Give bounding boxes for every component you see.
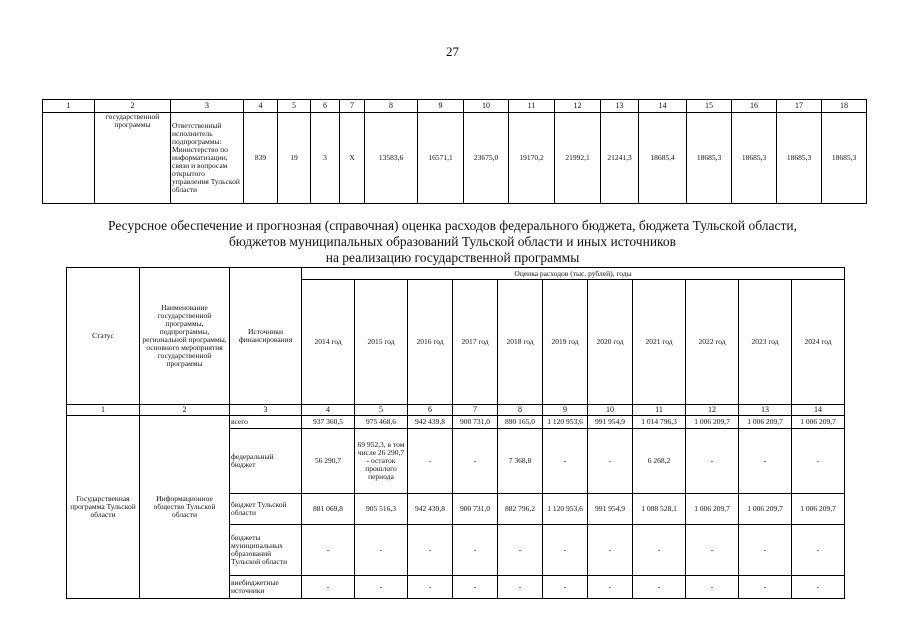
top-cell: 3 [311, 113, 340, 204]
main-header-row-1 [67, 268, 845, 280]
value-cell: - [408, 576, 453, 599]
value-cell: - [588, 429, 633, 494]
top-header-cell: 9 [418, 100, 464, 113]
value-cell: 1 008 528,1 [633, 494, 686, 525]
top-header-cell: 3 [171, 100, 244, 113]
number-cell: 11 [633, 405, 686, 416]
top-cell: 839 [244, 113, 278, 204]
number-cell: 10 [588, 405, 633, 416]
value-cell: - [453, 576, 498, 599]
year-cell: 2021 год [633, 280, 686, 405]
number-cell: 14 [792, 405, 845, 416]
value-cell: 1 006 209,7 [686, 416, 739, 429]
program-name-cell: Информационное общество Тульской области [140, 416, 230, 599]
top-cell: 19 [278, 113, 311, 204]
value-cell: - [792, 429, 845, 494]
value-cell: - [498, 525, 543, 576]
heading-line-2: бюджетов муниципальных образований Тульской области и иных источников [228, 234, 677, 249]
value-cell: 942 439,8 [408, 494, 453, 525]
value-cell: 991 954,9 [588, 494, 633, 525]
value-cell: - [588, 576, 633, 599]
number-cell: 8 [498, 405, 543, 416]
top-cell: 18685,3 [687, 113, 732, 204]
source-cell: бюджеты муниципальных образований Тульской области [230, 525, 302, 576]
number-cell: 4 [302, 405, 355, 416]
value-cell: 6 268,2 [633, 429, 686, 494]
page-number: 27 [446, 44, 459, 59]
value-cell: - [633, 576, 686, 599]
year-cell: 2024 год [792, 280, 845, 405]
top-cell: 21241,3 [601, 113, 639, 204]
value-cell: 1 006 209,7 [792, 494, 845, 525]
number-cell: 3 [230, 405, 302, 416]
source-cell: всего [230, 416, 302, 429]
top-table [42, 99, 867, 204]
top-header-cell: 10 [464, 100, 509, 113]
top-header-cell: 5 [278, 100, 311, 113]
value-cell: 881 069,8 [302, 494, 355, 525]
top-header-cell: 14 [639, 100, 687, 113]
value-cell: 1 006 209,7 [739, 416, 792, 429]
value-cell: 937 360,5 [302, 416, 355, 429]
top-cell: 13583,6 [365, 113, 418, 204]
number-cell: 6 [408, 405, 453, 416]
header-source: Источники финансирования [230, 268, 302, 405]
top-header-cell: 2 [95, 100, 171, 113]
value-cell: - [355, 525, 408, 576]
top-cell: 21992,1 [555, 113, 601, 204]
top-header-cell: 8 [365, 100, 418, 113]
value-cell: 890 165,0 [498, 416, 543, 429]
value-cell: 1 006 209,7 [686, 494, 739, 525]
value-cell: - [543, 525, 588, 576]
top-table-header [43, 100, 867, 113]
value-cell: - [739, 576, 792, 599]
value-cell: - [792, 525, 845, 576]
year-cell: 2017 год [453, 280, 498, 405]
year-cell: 2016 год [408, 280, 453, 405]
top-header-cell: 18 [822, 100, 867, 113]
year-cell: 2022 год [686, 280, 739, 405]
year-cell: 2015 год [355, 280, 408, 405]
heading-line-1: Ресурсное обеспечение и прогнозная (справочная) оценка расходов федерального бюджета, бюджета Тульской области, [108, 218, 797, 233]
top-cell: 19170,2 [509, 113, 555, 204]
value-cell: 900 731,0 [453, 494, 498, 525]
section-heading [0, 218, 905, 266]
top-cell: 18685,4 [639, 113, 687, 204]
value-cell: 882 796,2 [498, 494, 543, 525]
year-cell: 2023 год [739, 280, 792, 405]
top-cell: 18685,3 [732, 113, 777, 204]
value-cell: - [686, 576, 739, 599]
value-cell: - [408, 429, 453, 494]
value-cell: - [408, 525, 453, 576]
value-cell: - [686, 429, 739, 494]
value-cell: 942 439,8 [408, 416, 453, 429]
value-cell: 905 516,3 [355, 494, 408, 525]
value-cell: - [302, 525, 355, 576]
value-cell: 1 006 209,7 [739, 494, 792, 525]
top-cell [43, 113, 95, 204]
value-cell: - [588, 525, 633, 576]
value-cell: - [543, 429, 588, 494]
year-cell: 2020 год [588, 280, 633, 405]
heading-line-3: на реализацию государственной программы [325, 250, 580, 265]
year-cell: 2018 год [498, 280, 543, 405]
value-cell: - [739, 429, 792, 494]
status-cell: Государственная программа Тульской области [67, 416, 140, 599]
top-cell: 23675,0 [464, 113, 509, 204]
source-cell: федеральный бюджет [230, 429, 302, 494]
value-cell: 975 468,6 [355, 416, 408, 429]
number-cell: 9 [543, 405, 588, 416]
header-name: Наименование государственной программы, подпрограммы, региональной программы, основного мероприятия государственной программы [140, 268, 230, 405]
value-cell: - [498, 576, 543, 599]
top-cell-executor: Ответственный исполнитель подпрограммы: Министерство по информатизации, связи и вопросам открытого управления Тульской области [171, 113, 244, 204]
value-cell: - [302, 576, 355, 599]
value-cell: - [686, 525, 739, 576]
header-status: Статус [67, 268, 140, 405]
number-cell: 1 [67, 405, 140, 416]
top-cell: 18685,3 [777, 113, 822, 204]
top-header-cell: 7 [340, 100, 365, 113]
source-cell: бюджет Тульской области [230, 494, 302, 525]
value-cell: 1 014 796,3 [633, 416, 686, 429]
top-header-cell: 1 [43, 100, 95, 113]
top-header-cell: 12 [555, 100, 601, 113]
value-cell: 69 952,3, в том числе 26 290,7 - остаток прошлого периода [355, 429, 408, 494]
value-cell: - [453, 429, 498, 494]
value-cell: - [355, 576, 408, 599]
year-cell: 2019 год [543, 280, 588, 405]
top-header-cell: 17 [777, 100, 822, 113]
top-header-cell: 16 [732, 100, 777, 113]
value-cell: - [543, 576, 588, 599]
value-cell: - [453, 525, 498, 576]
value-cell: 56 290,7 [302, 429, 355, 494]
header-estimate: Оценка расходов (тыс. рублей), годы [302, 268, 845, 280]
year-cell: 2014 год [302, 280, 355, 405]
top-header-cell: 15 [687, 100, 732, 113]
top-cell: 16571,1 [418, 113, 464, 204]
value-cell: - [633, 525, 686, 576]
value-cell: 7 368,8 [498, 429, 543, 494]
number-cell: 12 [686, 405, 739, 416]
number-cell: 7 [453, 405, 498, 416]
number-cell: 5 [355, 405, 408, 416]
top-table-row [43, 113, 867, 204]
table-row-total [67, 416, 845, 429]
value-cell: 1 006 209,7 [792, 416, 845, 429]
value-cell: 1 120 953,6 [543, 494, 588, 525]
value-cell: 991 954,9 [588, 416, 633, 429]
main-number-row [67, 405, 845, 416]
number-cell: 2 [140, 405, 230, 416]
value-cell: 1 120 953,6 [543, 416, 588, 429]
top-cell: 18685,3 [822, 113, 867, 204]
top-cell-program: государственной программы [95, 113, 171, 204]
number-cell: 13 [739, 405, 792, 416]
top-header-cell: 13 [601, 100, 639, 113]
value-cell: 900 731,0 [453, 416, 498, 429]
top-header-cell: 11 [509, 100, 555, 113]
value-cell: - [792, 576, 845, 599]
top-cell: Х [340, 113, 365, 204]
main-table [66, 267, 845, 599]
top-header-cell: 4 [244, 100, 278, 113]
top-header-cell: 6 [311, 100, 340, 113]
value-cell: - [739, 525, 792, 576]
source-cell: внебюджетные источники [230, 576, 302, 599]
